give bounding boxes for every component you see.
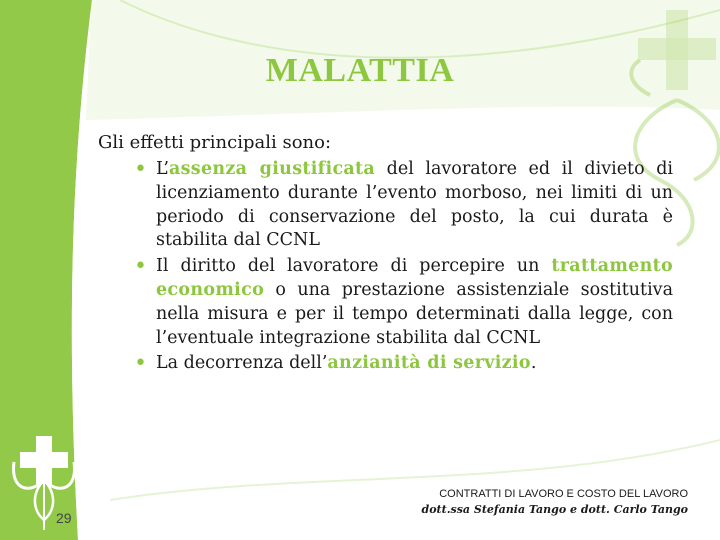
bullet-highlight: assenza giustificata (169, 159, 376, 179)
bullet-item-trattamento (134, 254, 673, 350)
bullet-item-anzianita (134, 351, 673, 377)
footer-authors: dott.ssa Stefania Tango e dott. Carlo Tango (421, 503, 688, 516)
slide-body (98, 130, 673, 378)
bullet-dot-icon: • (134, 254, 147, 280)
page-number: 29 (56, 510, 72, 526)
footer-course-title: CONTRATTI DI LAVORO E COSTO DEL LAVORO (439, 488, 688, 500)
bullet-item-assenza (134, 157, 673, 253)
intro-text: Gli effetti principali sono: (98, 132, 332, 153)
bullet-text-pre: Il diritto del lavoratore di percepire un (156, 256, 552, 277)
bullet-text-post: o una prestazione assistenziale sostitutiva nella misura e per il tempo determinati dalla legge, con l’eventuale integrazione stabilita dal CCNL (156, 279, 673, 348)
bullet-text-post: . (530, 353, 537, 374)
bullet-dot-icon: • (134, 351, 147, 377)
bullet-highlight: trattamento economico (156, 256, 673, 300)
bullet-text-pre: L’ (156, 159, 169, 179)
bullet-highlight: anzianità di servizio (327, 353, 531, 374)
bullet-dot-icon: • (134, 157, 147, 182)
slide-footer (348, 486, 688, 518)
slide-title: MALATTIA (265, 52, 455, 89)
bullet-text-pre: La decorrenza dell’ (156, 353, 328, 374)
bullet-list (98, 158, 673, 376)
bullet-text-post: del lavoratore ed il divieto di licenziamento durante l’evento morboso, nei limiti di un periodo di conservazione del posto, la cui durata è stabilita dal CCNL (156, 159, 673, 251)
